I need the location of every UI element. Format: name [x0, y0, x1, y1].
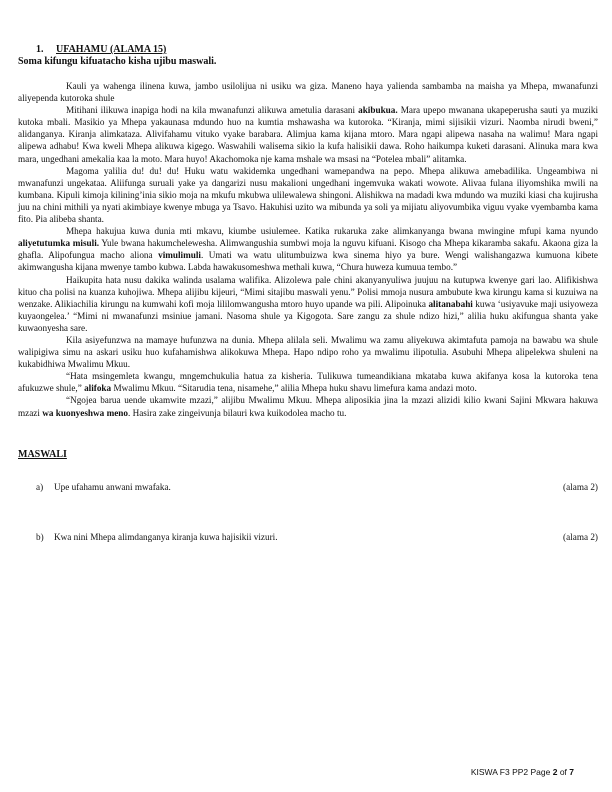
passage-paragraph [18, 334, 598, 370]
passage-text: . Hasira zake zingeivunja bilauri kwa kuikodolea macho tu. [128, 407, 347, 418]
question-a [36, 481, 598, 493]
exam-page [18, 44, 598, 543]
page-footer [0, 767, 574, 777]
passage-text: Yule bwana hakumchelewesha. Alimwangushia sumbwi moja la nguvu kifuani. Kisogo cha Mhepa kikaramba sakafu. Akaona giza la ghafla. Alipofungua macho aliona [18, 238, 598, 261]
comprehension-passage [18, 80, 598, 419]
question-label: b) [36, 531, 44, 542]
passage-text: Magoma yalilia du! du! du! Huku watu wakidemka ungedhani wamepandwa na pepo. Mhepa alikuwa amebadilika. Ungeambiwa ni mwanafunzi ungekataa. Aliifunga suruali yake ya dangarizi nusu makalioni ungedhani ingemvuka wakati wowote. Alivaa fulana iliyomshika mwili na kumbana. Kipuli kimoja kilining’inia sikio moja na mkufu mkubwa ulilewalewa shingoni. Alishikwa na madadi kwa mdundo wa muziki kiasi cha kujirusha juu na chini mithili ya nyati akimbiaye kwenye mbuga ya Tsavo. Hakuhisi uzito wa mibunda ya soli ya mijiatu aliyovumbika viguu vyake vyembamba kama fito. Pia alibeba shanta. [18, 165, 598, 225]
passage-text: Haikupita hata nusu dakika walinda usalama walifika. Alizolewa pale chini akanyanyuliwa juujuu na kutupwa kwenye gari lao. Alifikishwa kituo cha polisi na kuanza kuhojiwa. Mhepa alijibu kijeuri, “Mimi sitajibu maswali yenu.” Polisi mmoja nusura ambubute kwa kirungu kama si kuzuiwa na wenzake. Alikiachilia kirungu na kumwahi kofi moja lililomwangusha mtoro huyo upande wa pili. Alipoinuka [18, 274, 598, 309]
passage-text: Mwalimu Mkuu. “Sitarudia tena, nisamehe,” alilia Mhepa huku shavu limefura kama andazi moto. [111, 383, 477, 394]
questions-heading: MASWALI [18, 448, 67, 460]
passage-text: Kila asiyefunzwa na mamaye hufunzwa na dunia. Mhepa alilala seli. Mwalimu wa zamu aliyekuwa akimtafuta pamoja na bawabu wa shule walipigiwa simu na askari usiku huo kufahamishwa alikokuwa Mhepa. Hapo ndipo roho ya mwalimu ilipotulia. Asubuhi Mhepa alipelekwa shuleni na kukabidhiwa Mwalimu Mkuu. [18, 334, 598, 370]
section-title: UFAHAMU (ALAMA 15) [56, 44, 167, 55]
passage-text: Kauli ya wahenga ilinena kuwa, jambo usilolijua ni usiku wa giza. Maneno haya yalienda sambamba na maisha ya Mhepa, mwanafunzi aliyependa kutoroka shule [18, 81, 598, 104]
bold-vocabulary: alifoka [84, 383, 112, 394]
bold-vocabulary: wa kuonyeshwa meno [42, 407, 128, 418]
passage-paragraph [18, 104, 598, 164]
passage-paragraph [18, 165, 598, 225]
passage-text: kuwa ‘usiyavuke maji usiyoweza kuyaongelea.’ “Mimi ni mwanafunzi msiniue jamani. Nasoma shule ya Kigogota. Sare zangu za shule ndizo hizi,” alilia huku akifungua shanta yake kuwaonyesha sare. [18, 298, 598, 333]
bold-vocabulary: akibukua. [358, 105, 398, 116]
footer-prefix: KISWA F3 PP2 Page [470, 767, 553, 777]
footer-page-total: 7 [569, 767, 574, 777]
bold-vocabulary: aliyetutumka misuli. [18, 238, 100, 249]
passage-text: “Hata msingemleta kwangu, mngemchukulia hatua za kisheria. Tulikuwa tumeandikiana mkataba kuwa akifanya kosa la kutoroka tena afukuzwe shule,” [18, 371, 598, 394]
passage-paragraph [18, 370, 598, 394]
question-marks: (alama 2) [563, 531, 598, 542]
passage-paragraph [18, 80, 598, 104]
footer-page-number: 2 [552, 767, 558, 777]
section-heading [18, 44, 598, 56]
section-instruction: Soma kifungu kifuatacho kisha ujibu maswali. [18, 56, 217, 67]
passage-text: “Ngojea barua uende ukamwite mzazi,” alijibu Mwalimu Mkuu. Mhepa aliposikia jina la mzazi alizidi kilio kwani Sajini Mkwara hakuwa mzazi [18, 395, 598, 418]
question-text: Kwa nini Mhepa alimdanganya kiranja kuwa hajisikii vizuri. [54, 531, 278, 542]
question-text: Upe ufahamu anwani mwafaka. [54, 481, 171, 492]
question-label: a) [36, 481, 44, 492]
passage-text: Mitihani ilikuwa inapiga hodi na kila mwanafunzi alikuwa ametulia darasani [66, 105, 359, 116]
bold-vocabulary: alitanabahi [428, 298, 473, 309]
question-b [36, 531, 598, 543]
section-number: 1. [36, 44, 44, 55]
passage-paragraph [18, 225, 598, 273]
passage-text: Mara upepo mwanana ukapeperusha sauti ya muziki kutoka mbali. Masikio ya Mhepa yakaunasa mdundo huo na kumtia mshawasha wa kutoroka. “Kiranja, mimi sijisikii vizuri. Naomba nirudi bweni,” alidanganya. Kiranja alimkataza. Alivifahamu vituko vyake barabara. Alimjua kama kijana mtoro. Mara ngapi alipewa nasaha na walimu! Mara ngapi alipewa adhabu! Kwa kweli Mhepa alikuwa kigego. Waswahili walisema sikio la kufa halisikii dawa. Roho haikumpa kuketi darasani. Alinuka mara kwa mara, ungedhani amekalia kaa la moto. Mara huyo! Akachomoka nje kama mshale wa msasi na “Potelea mbali” alitamka. [18, 105, 599, 164]
footer-of: of [557, 767, 570, 777]
passage-paragraph [18, 274, 598, 334]
passage-text: Mhepa hakujua kuwa dunia mti mkavu, kiumbe usiulemee. Katika rukaruka zake alimkanyanga bwana mwingine mfupi kama nyundo [66, 226, 598, 237]
passage-text: . Umati wa watu ulitumbuizwa kwa sinema hiyo ya bure. Wengi walishangazwa kumuona kibete akimwangusha kijana mwenye tambo kubwa. Labda hawakusomeshwa methali kuwa, “Chura huweza kumuua tembo.” [18, 250, 599, 273]
passage-paragraph [18, 394, 598, 418]
question-marks: (alama 2) [563, 481, 598, 492]
bold-vocabulary: vimulimuli [158, 250, 201, 261]
